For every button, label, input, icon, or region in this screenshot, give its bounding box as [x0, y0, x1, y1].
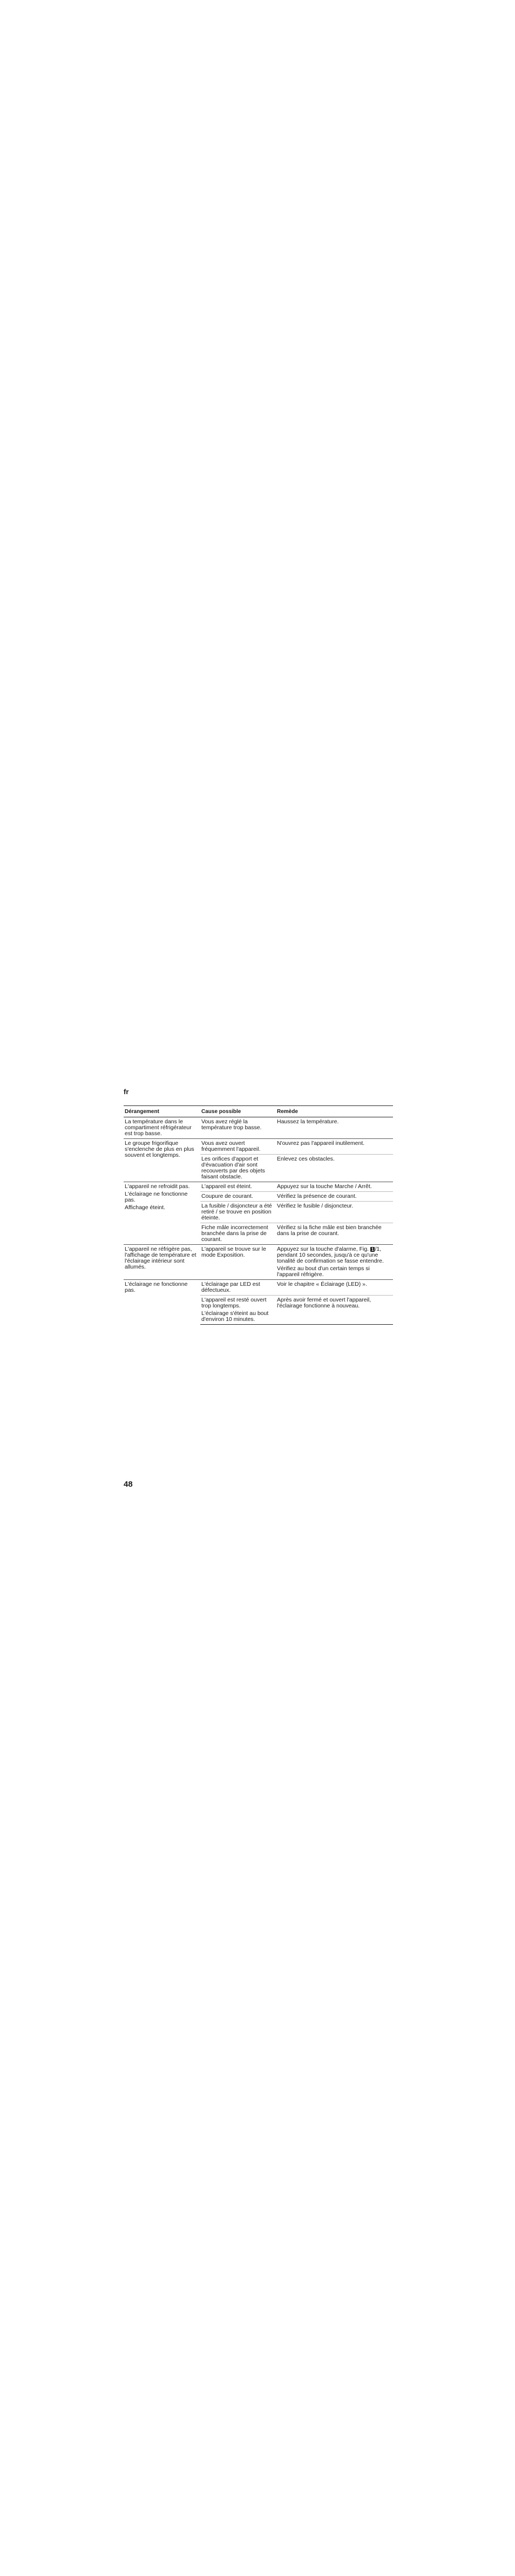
table-row: [124, 1139, 393, 1155]
problem-cell: Le groupe frigorifique s'enclenche de plus en plus souvent et longtemps.: [124, 1139, 200, 1182]
table-row: [124, 1182, 393, 1192]
problem-cell: L'appareil ne refroidit pas. L'éclairage ne fonctionne pas. Affichage éteint.: [124, 1182, 200, 1245]
problem-cell: L'éclairage ne fonctionne pas.: [124, 1280, 200, 1325]
cause-cell: La fusible / disjoncteur a été retiré / se trouve en position éteinte.: [200, 1202, 276, 1223]
remedy-cell: N'ouvrez pas l'appareil inutilement.: [276, 1139, 393, 1155]
cause-cell: Coupure de courant.: [200, 1192, 276, 1202]
alarm-key-icon: 1: [371, 1247, 374, 1252]
header-cause: Cause possible: [200, 1106, 276, 1117]
remedy-cell: Enlevez ces obstacles.: [276, 1155, 393, 1182]
header-problem: Dérangement: [124, 1106, 200, 1117]
cause-cell: L'appareil se trouve sur le mode Exposition.: [200, 1245, 276, 1280]
cause-cell: Vous avez ouvert fréquemment l'appareil.: [200, 1139, 276, 1155]
cause-cell: L'appareil est éteint.: [200, 1182, 276, 1192]
remedy-cell: Haussez la température.: [276, 1117, 393, 1139]
cause-cell: Vous avez réglé la température trop basse.: [200, 1117, 276, 1139]
table-row: [124, 1117, 393, 1139]
troubleshooting-table: [124, 1105, 393, 1325]
cause-cell: Fiche mâle incorrectement branchée dans la prise de courant.: [200, 1223, 276, 1245]
language-tag: fr: [124, 1088, 129, 1096]
problem-cell: L'appareil ne réfrigère pas, l'affichage de température et l'éclairage intérieur sont allumés.: [124, 1245, 200, 1280]
remedy-cell: Appuyez sur la touche Marche / Arrêt.: [276, 1182, 393, 1192]
remedy-cell: Après avoir fermé et ouvert l'appareil, l'éclairage fonctionne à nouveau.: [276, 1296, 393, 1325]
problem-cell: La température dans le compartiment réfrigérateur est trop basse.: [124, 1117, 200, 1139]
table-row: [124, 1245, 393, 1280]
table-header-row: [124, 1106, 393, 1117]
cause-cell: L'éclairage par LED est défectueux.: [200, 1280, 276, 1296]
cause-cell: Les orifices d'apport et d'évacuation d'air sont recouverts par des objets faisant obstacle.: [200, 1155, 276, 1182]
table-row: [124, 1280, 393, 1296]
remedy-cell: Vérifiez si la fiche mâle est bien branchée dans la prise de courant.: [276, 1223, 393, 1245]
remedy-cell: Vérifiez la présence de courant.: [276, 1192, 393, 1202]
cause-cell: L'appareil est resté ouvert trop longtemps. L'éclairage s'éteint au bout d'environ 10 minutes.: [200, 1296, 276, 1325]
remedy-cell: Vérifiez le fusible / disjoncteur.: [276, 1202, 393, 1223]
remedy-cell: Voir le chapitre « Éclairage (LED) ».: [276, 1280, 393, 1296]
remedy-cell: Appuyez sur la touche d'alarme, Fig. 1 /1, pendant 10 secondes, jusqu'à ce qu'une tonalité de confirmation se fasse entendre. Vérifiez au bout d'un certain temps si l'appareil réfrigère.: [276, 1245, 393, 1280]
header-remedy: Remède: [276, 1106, 393, 1117]
page-number: 48: [124, 1480, 133, 1489]
